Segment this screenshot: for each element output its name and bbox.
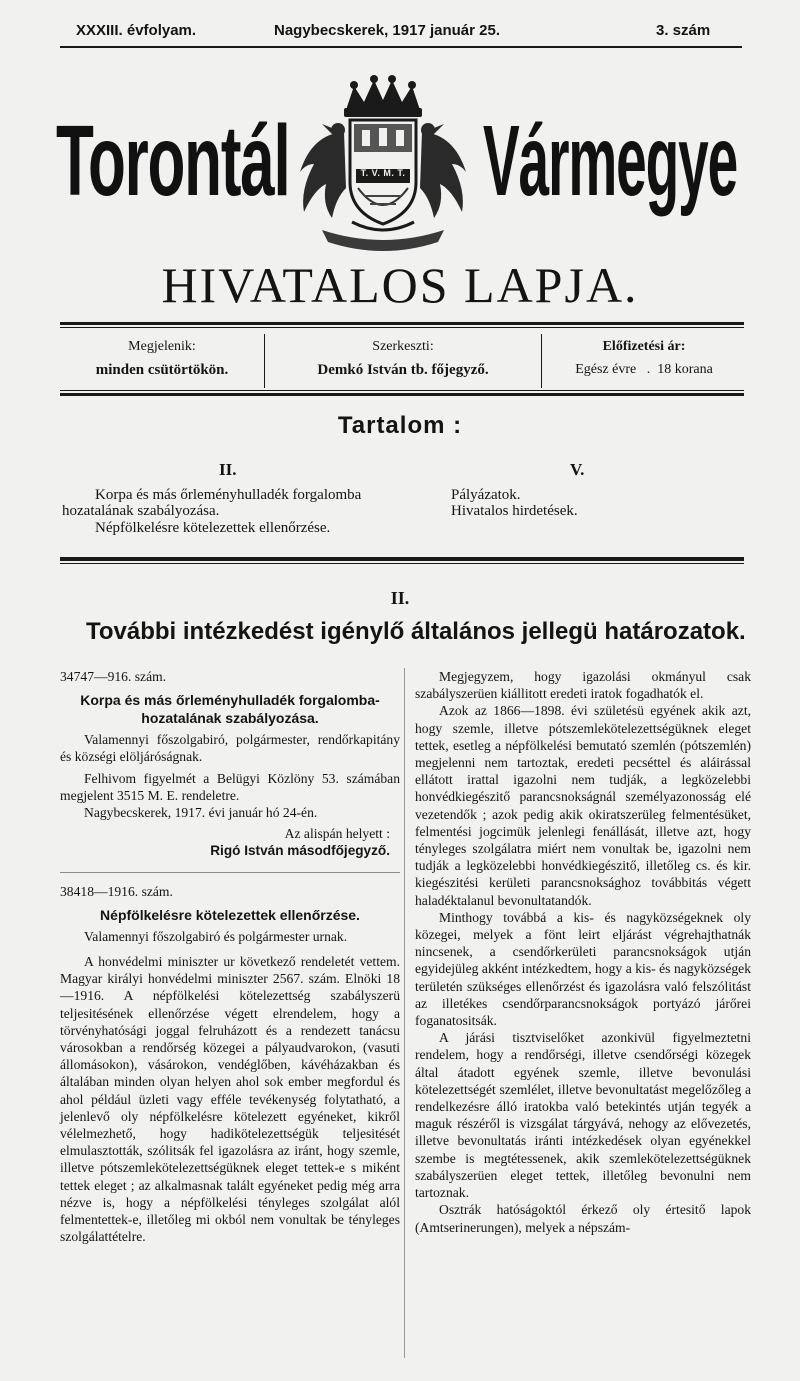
contents-right-item-1: Pályázatok. — [451, 487, 521, 503]
coat-of-arms-emblem — [292, 72, 474, 252]
contents-left-item-2: hozatalának szabályozása. — [62, 503, 220, 519]
crest-initials: T. V. M. T. — [360, 168, 406, 178]
decree-1-signature-role: Az alispán helyett : — [284, 826, 390, 842]
decree-separator — [60, 860, 400, 873]
editor-value: Demkó István tb. főjegyző. — [317, 362, 489, 378]
section-number: II. — [390, 588, 410, 608]
contents-right-item-2: Hivatalos hirdetések. — [451, 503, 578, 519]
publishes-value: minden csütörtökön. — [95, 362, 229, 378]
contents-left-number: II. — [219, 460, 237, 479]
header-rule — [60, 46, 742, 48]
left-column — [60, 668, 400, 1245]
right-paragraph-2: Azok az 1866—1898. évi születésü egyének akik azt, hogy szemle, illetve pótszemlekötelezettségüknek eleget tettek, esetleg a népfölkelési bemutató szemlén (pótszemlén) megjelenni nem tartoztak, eredeti pecséttel és aláirással ellátott irattal igazolni nem tudják, a legközelebbi honvédkiegészitő parancsnokságnál személyazonosság elé vezetendők ; azok pedig akik okiratszerüleg felmentésüket, felmentési jogcimük jelenlegi fenállását, illetve azt, hogy tényleges szolgálatra miért nem vonultak be, igazolni nem tudják a legközelebbi honvédkiegészitő, illetőleg cs. és kir. kiegészitési kerületi parancsnoksághoz továbbitás végett haladéktalanul bevonultatandók. — [415, 703, 751, 908]
editor-label: Szerkeszti: — [372, 339, 434, 354]
decree-2-number: 38418—1916. szám. — [60, 883, 173, 899]
contents-left-item-1: Korpa és más őrleményhulladék forgalomba — [95, 487, 362, 503]
issue-header — [0, 22, 800, 44]
masthead-subtitle: HIVATALOS LAPJA. — [161, 257, 639, 313]
decree-1-signature-name: Rigó István másodfőjegyző. — [210, 843, 390, 859]
contents-rule-thin — [60, 563, 744, 564]
info-box-rule-top — [60, 322, 744, 325]
info-box-rule-bottom — [60, 393, 744, 396]
masthead-word-right: Vármegye — [483, 105, 738, 217]
decree-1-title-line-1: Korpa és más őrleményhulladék forgalomba- — [80, 692, 380, 709]
info-box-rule-top-thin — [60, 327, 744, 328]
contents-rule-thick — [60, 557, 744, 561]
masthead-word-left: Torontál — [56, 105, 290, 217]
info-price — [542, 336, 746, 388]
right-paragraph-1: Megjegyzem, hogy igazolási okmányul csak szabályszerüen kiállitott eredeti iratok fogadhatók el. — [415, 669, 751, 702]
info-box-rule-bottom-thin — [60, 390, 744, 391]
decree-2-body: A honvédelmi miniszter ur következő rendeletét vettem. Magyar királyi honvédelmi miniszter 2567. szám. Elnöki 18—1916. A népfölkelési kötelezettség szabályszerü teljesitésének ellenőrzése végett elrendelem, hogy a törvényhatósági joggal felruházott és a rendezett tanácsu városokban a rendőrség közegei a pályaudvarokon, (vasuti állomásokon), vásárokon, vendéglőben, kávéházakban és általában minden olyan helyen ahol sok ember megfordul és ahol például üzleti vagy efféle tevékenység folytatható, a jelenlevő oly népfölkelésre kötelezett egyéneket, kikről vélelmezhető, hogy hadikötelezettségük teljesitését elmulasztották, szólitsák fel igazolásra az iránt, hogy szemle, illetve pótszemlekötelezettségüknek eleget tettek-e s miként tettek eleget ; az alkalmasnak talált egyéneket pedig még arra nézve is, hogy a népfölkelési tényleges szolgálat alól felmentettek-e, illetőleg mi okból nem vonultak be tényleges szolgálattételre. — [60, 954, 400, 1245]
right-paragraph-4: A járási tisztviselőket azonkivül figyelmeztetni rendelem, hogy a rendőrségi, illetve csendőrségi közegek által átadott egyének szemle, illetve bevonulási kötelezettségét szemlélet, illetve bevonultatást megelőzőleg a rendelkezésre álló iratokba való betekintés utján tegyék a maguk részéről is vizsgálat tárgyává, nehogy az elővezetés, illetve bevonultatás iránti intézkedések olyan egyénekkel szembe is megtétessenek, akik szemlekötelezettségüknek szabályszerüen eleget tettek, illetőleg bevonulni nem tartoznak. — [415, 1030, 751, 1201]
contents-right-number: V. — [570, 460, 585, 479]
decree-1-addressee: Valamennyi főszolgabiró, polgármester, rendőrkapitány és községi elöljáróságnak. — [60, 732, 400, 765]
info-publishes — [60, 336, 264, 388]
contents-title: Tartalom : — [337, 412, 463, 439]
contents-left-item-3: Népfölkelésre kötelezettek ellenőrzése. — [95, 520, 331, 536]
decree-1-title-line-2: hozatalának szabályozása. — [141, 710, 319, 727]
price-label: Előfizetési ár: — [602, 339, 686, 354]
decree-1-body: Felhivom figyelmét a Belügyi Közlöny 53. számában megjelent 3515 M. E. rendeletre. — [60, 770, 400, 803]
section-title: További intézkedést igénylő általános jellegü határozatok. — [86, 618, 746, 645]
issue-number: 3. szám — [656, 22, 711, 39]
price-value: Egész évre . 18 korana — [575, 362, 713, 377]
decree-2-addressee: Valamennyi főszolgabiró és polgármester urnak. — [84, 928, 348, 944]
date-label: Nagybecskerek, 1917 január 25. — [274, 22, 500, 39]
publishes-label: Megjelenik: — [128, 339, 196, 354]
column-divider — [404, 668, 405, 1358]
decree-2-title: Népfölkelésre kötelezettek ellenőrzése. — [100, 906, 360, 923]
decree-1-place-date: Nagybecskerek, 1917. évi január hó 24-én. — [84, 805, 318, 821]
volume-label: XXXIII. évfolyam. — [76, 22, 197, 39]
decree-1-number: 34747—916. szám. — [60, 669, 167, 684]
info-editor — [265, 336, 541, 388]
right-paragraph-3: Minthogy továbbá a kis- és nagyközségeknek oly közegei, melyek a fönt leirt eljárást végrehajthatnák nincsenek, a csendőrkerületi parancsnokságok utján egyidejüleg akként intézkedtem, hogy a kis- és nagyközségek területén szükséges ellenőrzést és igazolásra való felszólitást az illetékes csendőrparancsnokságok portyázó járőrei foganatositsák. — [415, 909, 751, 1029]
right-column — [415, 668, 751, 1236]
right-paragraph-5: Osztrák hatóságoktól érkező oly értesitő lapok (Amtserinerungen), melyek a népszám- — [415, 1202, 751, 1235]
